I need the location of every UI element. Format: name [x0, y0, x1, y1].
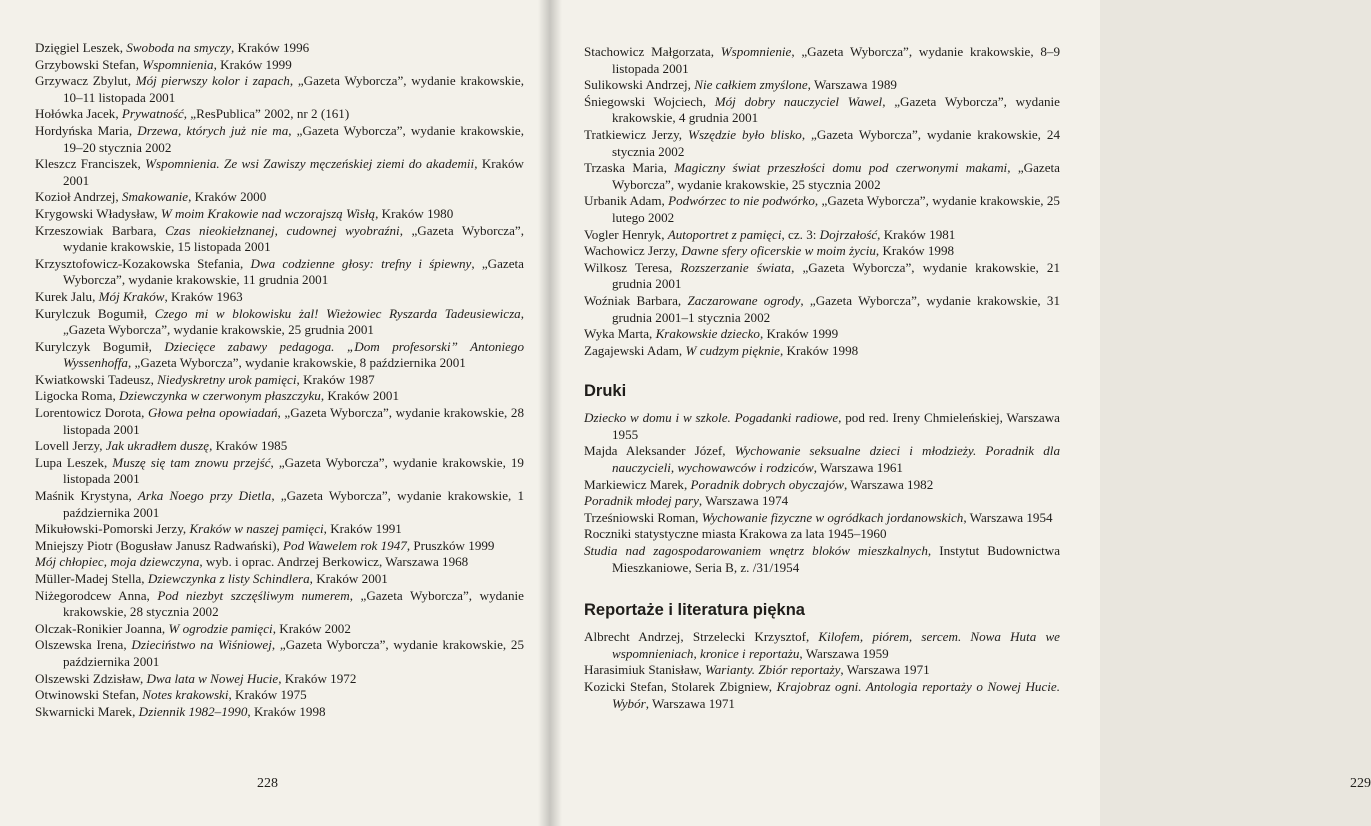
entry-title: Pod niezbyt szczęśliwym numerem: [157, 587, 350, 603]
bibliography-entry: [584, 293, 1060, 326]
bibliography-entry: [35, 455, 524, 488]
entry-text: , Kraków 1998: [247, 703, 326, 719]
entry-text: , Kraków 1985: [209, 438, 288, 454]
entry-title: Mój Kraków: [98, 288, 165, 304]
entry-text: , „Gazeta Wyborcza”, wydanie krakowskie, 28 listopada 2001: [63, 405, 524, 437]
entry-title: W moim Krakowie nad wczorajszą Wisłą: [160, 205, 376, 221]
entry-text: Kozioł Andrzej,: [35, 189, 122, 205]
entry-text: , „Gazeta Wyborcza”, wydanie krakowskie, 8–9 listopada 2001: [612, 44, 1061, 76]
entry-text: Trzaska Maria,: [584, 160, 675, 176]
entry-text: , „Gazeta Wyborcza”, wydanie krakowskie, 8 października 2001: [127, 355, 466, 371]
entry-text: Lorentowicz Dorota,: [35, 405, 149, 421]
bibliography-entry: [584, 443, 1060, 476]
bibliography-entry: [584, 243, 1060, 260]
entry-text: , „Gazeta Wyborcza”, wydanie krakowskie, 25 października 2001: [63, 637, 525, 669]
bibliography-list-reportaze: [584, 629, 1060, 712]
entry-text: , Kraków 1975: [228, 687, 307, 703]
entry-text: Stachowicz Małgorzata,: [584, 44, 721, 59]
bibliography-entry: [584, 493, 1060, 510]
entry-text: Ligocka Roma,: [35, 388, 119, 404]
bibliography-entry: [584, 477, 1060, 494]
bibliography-entry: [35, 256, 524, 289]
bibliography-entry: [35, 372, 524, 389]
entry-title: Muszę się tam znowu przejść: [112, 454, 271, 470]
bibliography-entry: [584, 94, 1060, 127]
entry-text: , „Gazeta Wyborcza”, wydanie krakowskie, 25 grudnia 2001: [63, 305, 524, 338]
entry-title: Kilofem, piórem, sercem. Nowa Huta we wspomnieniach, kronice i reportażu: [612, 629, 1060, 661]
entry-text: , Kraków 1972: [278, 670, 357, 686]
entry-text: Olszewski Zdzisław,: [35, 670, 147, 686]
entry-text: , Kraków 2001: [309, 571, 388, 586]
entry-title: Magiczny świat przeszłości domu pod czerwonymi makami: [674, 160, 1008, 176]
bibliography-entry: [35, 40, 524, 57]
entry-text: Trześniowski Roman,: [584, 509, 702, 525]
entry-text: , „Gazeta Wyborcza”, wydanie krakowskie, 28 stycznia 2002: [63, 587, 524, 620]
entry-text: , Kraków 2001: [320, 388, 400, 404]
entry-title: Wspomnienia: [142, 56, 214, 72]
entry-text: , Kraków 1996: [231, 40, 310, 55]
entry-text: Sulikowski Andrzej,: [584, 77, 695, 93]
entry-text: , Kraków 2001: [63, 156, 524, 188]
entry-title: Mój chłopiec, moja dziewczyna: [35, 554, 200, 570]
entry-text: Kurylczyk Bogumił,: [35, 338, 165, 354]
bibliography-entry: [35, 388, 524, 405]
bibliography-entry: [35, 438, 524, 455]
bibliography-entry: [35, 123, 524, 156]
bibliography-entry: [584, 127, 1060, 160]
entry-text: Wachowicz Jerzy,: [584, 243, 682, 259]
entry-text: , „Gazeta Wyborcza”, wydanie krakowskie, 21 grudnia 2001: [612, 259, 1061, 292]
entry-text: , „Gazeta Wyborcza”, wydanie krakowskie, 25 stycznia 2002: [612, 160, 1060, 192]
entry-text: Skwarnicki Marek,: [35, 703, 139, 719]
entry-text: Woźniak Barbara,: [584, 292, 688, 308]
entry-text: Lupa Leszek,: [35, 454, 113, 470]
entry-text: Grzywacz Zbylut,: [35, 73, 136, 89]
entry-text: Mniejszy Piotr (Bogusław Janusz Radwański),: [35, 537, 284, 553]
bibliography-entry: [584, 543, 1060, 576]
bibliography-list-left: [35, 40, 524, 720]
bibliography-entry: [35, 637, 524, 670]
entry-text: , Kraków 1981: [877, 226, 956, 242]
bibliography-entry: [584, 343, 1060, 360]
entry-title: Dziennik 1982–1990: [138, 703, 248, 719]
bibliography-entry: [35, 289, 524, 306]
right-page: [550, 0, 1371, 826]
entry-title: Jak ukradłem duszę: [105, 438, 210, 454]
entry-title: Krakowskie dziecko: [655, 326, 760, 342]
entry-text: Kurek Jalu,: [35, 288, 99, 304]
entry-text: Albrecht Andrzej, Strzelecki Krzysztof,: [584, 629, 819, 645]
bibliography-entry: [584, 227, 1060, 244]
entry-text: , Warszawa 1974: [698, 493, 789, 509]
bibliography-entry: [584, 44, 1060, 77]
entry-title: Wspomnienia. Ze wsi Zawiszy męczeńskiej ziemi do akademii: [145, 156, 475, 172]
bibliography-entry: [35, 156, 524, 189]
left-page: [0, 0, 550, 826]
entry-text: Krzeszowiak Barbara,: [35, 222, 166, 238]
entry-title: Mój pierwszy kolor i zapach: [135, 73, 290, 89]
entry-title: Czas nieokiełznanej, cudownej wyobraźni: [165, 222, 400, 238]
entry-title: Prywatność: [121, 106, 184, 122]
entry-title: Dwa lata w Nowej Hucie: [146, 670, 279, 686]
book-gutter: [538, 0, 562, 826]
entry-text: Grzybowski Stefan,: [35, 56, 143, 72]
section-heading-druki: Druki: [584, 382, 627, 401]
entry-text: Harasimiuk Stanisław,: [584, 662, 705, 678]
entry-text: Kurylczuk Bogumił,: [35, 305, 155, 321]
bibliography-entry: [584, 679, 1060, 712]
entry-title: Czego mi w blokowisku żal! Wieżowiec Ryszarda Tadeusiewicza: [154, 305, 521, 321]
entry-text: Krzysztofowicz-Kozakowska Stefania,: [35, 255, 251, 271]
entry-text: Urbanik Adam,: [584, 193, 669, 209]
entry-text: Maśnik Krystyna,: [35, 488, 138, 504]
entry-title: Drzewa, których już nie ma: [137, 122, 289, 138]
entry-title: Dawne sfery oficerskie w moim życiu: [681, 243, 876, 259]
bibliography-entry: [35, 306, 524, 339]
entry-text: , Kraków 1999: [759, 326, 839, 342]
entry-title: Kraków w naszej pamięci: [189, 521, 324, 537]
bibliography-entry: [35, 339, 524, 372]
bibliography-entry: [35, 189, 524, 206]
entry-title: Arka Noego przy Dietla: [137, 488, 272, 504]
entry-text: , „Gazeta Wyborcza”, wydanie krakowskie, 15 listopada 2001: [63, 222, 524, 255]
bibliography-entry: [584, 510, 1060, 527]
entry-text: , Warszawa 1959: [799, 645, 889, 661]
entry-text: Otwinowski Stefan,: [35, 687, 143, 703]
entry-title: Dwa codzienne głosy: trefny i śpiewny: [250, 255, 472, 271]
entry-text: Dzięgiel Leszek,: [35, 40, 127, 55]
bibliography-entry: [584, 193, 1060, 226]
bibliography-entry: [35, 704, 524, 721]
bibliography-entry: [35, 571, 524, 588]
entry-text: Krygowski Władysław,: [35, 205, 161, 221]
entry-title: Rozszerzanie świata: [680, 259, 792, 275]
entry-text: , Warszawa 1971: [840, 662, 930, 678]
entry-text: Hordyńska Maria,: [35, 122, 138, 138]
entry-text: Majda Aleksander Józef,: [584, 443, 735, 459]
bibliography-entry: [584, 629, 1060, 662]
entry-text: , pod red. Ireny Chmieleńskiej, Warszawa 1955: [612, 410, 1060, 442]
entry-text: , Kraków 1998: [875, 243, 955, 259]
entry-title: Zaczarowane ogrody: [687, 292, 801, 308]
entry-text: Olszewska Irena,: [35, 637, 132, 653]
entry-title: Dziewczynka w czerwonym płaszczyku: [119, 388, 321, 404]
entry-title: Podwórzec to nie podwórko: [668, 193, 815, 209]
bibliography-entry: [35, 223, 524, 256]
entry-text: , cz. 3:: [781, 226, 820, 242]
entry-text: , Warszawa 1954: [963, 509, 1053, 525]
bibliography-entry: [35, 554, 524, 571]
entry-title: Wspomnienie: [720, 44, 792, 59]
entry-text: , Kraków 1998: [779, 342, 859, 358]
bibliography-entry: [35, 671, 524, 688]
bibliography-entry: [584, 77, 1060, 94]
entry-title: Smakowanie: [121, 189, 189, 205]
entry-text: , „Gazeta Wyborcza”, wydanie krakowskie, 25 lutego 2002: [612, 193, 1060, 225]
entry-title: Swoboda na smyczy: [126, 40, 231, 55]
entry-title: Krajobraz ogni. Antologia reportaży o Nowej Hucie. Wybór: [612, 679, 1060, 711]
entry-title: Mój dobry nauczyciel Wawel: [714, 93, 883, 109]
bibliography-list-druki: [584, 410, 1060, 576]
bibliography-list-right: [584, 44, 1060, 359]
section-heading-reportaze: Reportaże i literatura piękna: [584, 601, 805, 620]
entry-title: Dzieciństwo na Wiśniowej: [131, 637, 272, 653]
entry-text: , „Gazeta Wyborcza”, wydanie krakowskie, 10–11 listopada 2001: [63, 73, 524, 105]
entry-text: , Kraków 1980: [375, 205, 454, 221]
entry-text: Mikułowski-Pomorski Jerzy,: [35, 521, 190, 537]
entry-title: Poradnik młodej pary: [584, 493, 699, 509]
entry-title: Notes krakowski: [142, 687, 229, 703]
entry-text: , Warszawa 1961: [813, 460, 903, 476]
entry-title: Dziecięce zabawy pedagoga. „Dom profesorski” Antoniego Wyssenhoffa: [63, 338, 524, 371]
page-number-left: 228: [257, 776, 278, 791]
entry-text: , Warszawa 1971: [645, 695, 735, 711]
entry-title: Warianty. Zbiór reportaży: [704, 662, 841, 678]
entry-text: , Kraków 2002: [272, 620, 351, 636]
entry-text: , Warszawa 1982: [844, 476, 934, 492]
bibliography-entry: [35, 521, 524, 538]
entry-title: Poradnik dobrych obyczajów: [690, 476, 844, 492]
entry-text: Müller-Madej Stella,: [35, 571, 148, 586]
entry-text: , Kraków 1999: [213, 56, 292, 72]
entry-text: , „Gazeta Wyborcza”, wydanie krakowskie, 4 grudnia 2001: [612, 93, 1060, 126]
entry-text: Niżegorodcew Anna,: [35, 587, 158, 603]
entry-title: Niedyskretny urok pamięci: [157, 371, 297, 387]
entry-title: Dojrzałość: [819, 226, 878, 242]
entry-text: , Pruszków 1999: [406, 537, 495, 553]
entry-text: , „Gazeta Wyborcza”, wydanie krakowskie, 24 stycznia 2002: [612, 126, 1061, 159]
entry-text: Vogler Henryk,: [584, 226, 668, 242]
entry-title: Dziecko w domu i w szkole. Pogadanki radiowe: [584, 410, 839, 426]
entry-text: , Warszawa 1989: [807, 77, 897, 93]
entry-title: Autoportret z pamięci: [667, 226, 782, 242]
entry-title: W ogrodzie pamięci: [168, 620, 273, 636]
entry-text: Kleszcz Franciszek,: [35, 156, 146, 172]
bibliography-entry: [35, 687, 524, 704]
entry-text: Olczak-Ronikier Joanna,: [35, 620, 169, 636]
entry-text: Roczniki statystyczne miasta Krakowa za lata 1945–1960: [584, 526, 887, 542]
bibliography-entry: [35, 488, 524, 521]
entry-text: Lovell Jerzy,: [35, 438, 106, 454]
bibliography-entry: [584, 526, 1060, 543]
bibliography-entry: [584, 410, 1060, 443]
entry-text: , wyb. i oprac. Andrzej Berkowicz, Warszawa 1968: [199, 554, 469, 570]
entry-text: , „Gazeta Wyborcza”, wydanie krakowskie, 1 października 2001: [63, 488, 524, 520]
bibliography-entry: [35, 621, 524, 638]
entry-text: , Kraków 1987: [296, 371, 375, 387]
bibliography-entry: [584, 662, 1060, 679]
entry-text: Śniegowski Wojciech,: [584, 93, 715, 109]
entry-title: Głowa pełna opowiadań: [148, 405, 278, 421]
entry-text: , „ResPublica” 2002, nr 2 (161): [183, 106, 350, 122]
bibliography-entry: [35, 206, 524, 223]
entry-title: Dziewczynka z listy Schindlera: [147, 571, 310, 586]
entry-text: Kozicki Stefan, Stolarek Zbigniew,: [584, 679, 777, 694]
entry-title: Studia nad zagospodarowaniem wnętrz bloków mieszkalnych: [584, 543, 928, 559]
entry-title: Wychowanie seksualne dzieci i młodzieży. Poradnik dla nauczycieli, wychowawców i rodziców: [612, 443, 1060, 476]
bibliography-entry: [584, 260, 1060, 293]
entry-text: Wyka Marta,: [584, 326, 656, 342]
bibliography-entry: [35, 57, 524, 74]
entry-text: , „Gazeta Wyborcza”, wydanie krakowskie, 19–20 stycznia 2002: [63, 122, 525, 155]
bibliography-entry: [35, 106, 524, 123]
entry-text: , Kraków 1963: [164, 288, 243, 304]
entry-text: , Kraków 1991: [323, 521, 402, 537]
entry-text: , „Gazeta Wyborcza”, wydanie krakowskie, 11 grudnia 2001: [63, 255, 524, 288]
entry-text: , Kraków 2000: [188, 189, 267, 205]
entry-text: Hołówka Jacek,: [35, 106, 122, 122]
entry-title: Pod Wawelem rok 1947: [283, 537, 407, 553]
entry-text: Zagajewski Adam,: [584, 342, 686, 358]
page-number-right: 229: [1350, 776, 1371, 791]
entry-title: Wychowanie fizyczne w ogródkach jordanowskich: [701, 509, 964, 525]
entry-text: Markiewicz Marek,: [584, 476, 691, 492]
entry-text: , Instytut Budownictwa Mieszkaniowe, Seria B, z. /31/1954: [612, 543, 1061, 575]
entry-title: Nie całkiem zmyślone: [694, 77, 808, 93]
entry-text: , „Gazeta Wyborcza”, wydanie krakowskie, 19 listopada 2001: [63, 454, 524, 487]
bibliography-entry: [35, 73, 524, 106]
entry-text: Wilkosz Teresa,: [584, 259, 681, 275]
entry-title: W cudzym pięknie: [685, 342, 780, 358]
entry-title: Wszędzie było blisko: [688, 126, 802, 142]
entry-text: Kwiatkowski Tadeusz,: [35, 371, 158, 387]
bibliography-entry: [35, 588, 524, 621]
entry-text: Tratkiewicz Jerzy,: [584, 126, 689, 142]
bibliography-entry: [35, 538, 524, 555]
bibliography-entry: [584, 326, 1060, 343]
bibliography-entry: [584, 160, 1060, 193]
bibliography-entry: [35, 405, 524, 438]
entry-text: , „Gazeta Wyborcza”, wydanie krakowskie, 31 grudnia 2001–1 stycznia 2002: [612, 292, 1061, 325]
